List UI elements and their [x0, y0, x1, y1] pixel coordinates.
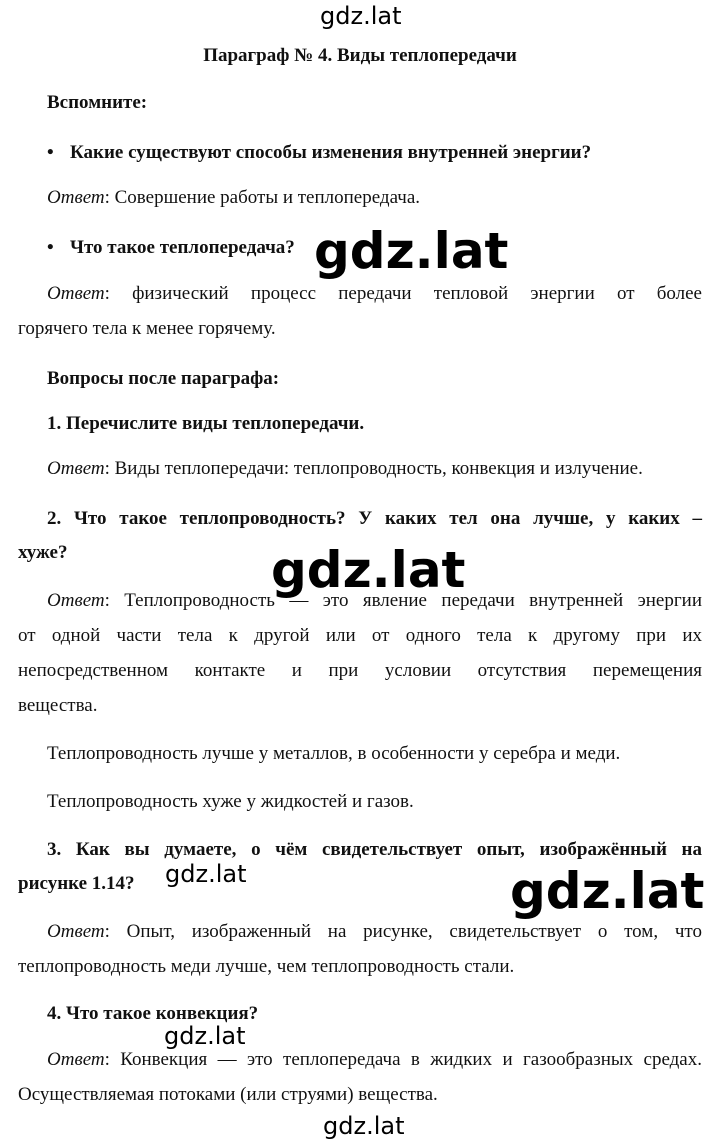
answer-label: Ответ: [47, 458, 105, 479]
answer-label: Ответ: [47, 1049, 105, 1070]
recall-answer-2-line-2: горячего тела к менее горячему.: [18, 318, 276, 339]
recall-heading: Вспомните:: [47, 92, 148, 113]
answer-2-line-3: непосредственном контакте и при условии отсутствия перемещения: [18, 660, 702, 681]
watermark-bottom: gdz.lat: [323, 1112, 405, 1140]
answer-label: Ответ: [47, 187, 105, 208]
answer-label: Ответ: [47, 283, 105, 304]
answer-text: : физический процесс передачи тепловой энергии от более: [104, 283, 702, 304]
recall-answer-2-line-1: [47, 282, 702, 306]
recall-question-2: Что такое теплопередача?: [70, 237, 295, 258]
page-title: Параграф № 4. Виды теплопередачи: [203, 45, 517, 66]
answer-label: Ответ: [47, 590, 105, 611]
question-3-line-2: рисунке 1.14?: [18, 873, 135, 894]
answer-3-line-2: теплопроводность меди лучше, чем теплопроводность стали.: [18, 956, 515, 977]
watermark-small-mid: gdz.lat: [165, 860, 247, 888]
question-2-line-2: хуже?: [18, 542, 68, 563]
answer-label: Ответ: [47, 921, 105, 942]
question-2-line-1: 2. Что такое теплопроводность? У каких тел она лучше, у каких –: [47, 508, 702, 529]
answer-2-paragraph-2: Теплопроводность лучше у металлов, в особенности у серебра и меди.: [47, 743, 621, 764]
answer-2-line-4: вещества.: [18, 695, 98, 716]
answer-2-line-2: от одной части тела к другой или от одного тела к другому при их: [18, 625, 702, 646]
answer-text: : Совершение работы и теплопередача.: [104, 187, 421, 208]
answer-2-line-1: [47, 589, 702, 613]
answer-text: : Виды теплопередачи: теплопроводность, конвекция и излучение.: [104, 458, 643, 479]
answer-text: : Опыт, изображенный на рисунке, свидетельствует о том, что: [104, 921, 702, 942]
bullet-dot: •: [47, 237, 54, 258]
answer-2-paragraph-3: Теплопроводность хуже у жидкостей и газов.: [47, 791, 414, 812]
answer-text: : Конвекция — это теплопередача в жидких и газообразных средах.: [104, 1049, 702, 1070]
recall-question-1: Какие существуют способы изменения внутренней энергии?: [70, 142, 592, 163]
watermark-big-3: gdz.lat: [510, 862, 705, 920]
recall-answer-1: [47, 186, 420, 210]
watermark-big-2: gdz.lat: [271, 541, 466, 599]
answer-4-line-2: Осуществляемая потоками (или струями) вещества.: [18, 1084, 438, 1105]
answer-1: [47, 457, 643, 481]
watermark-small-lower: gdz.lat: [164, 1022, 246, 1050]
answer-text: : Теплопроводность — это явление передачи внутренней энергии: [104, 590, 702, 611]
question-1: 1. Перечислите виды теплопередачи.: [47, 413, 365, 434]
bullet-dot: •: [47, 142, 54, 163]
questions-heading: Вопросы после параграфа:: [47, 368, 280, 389]
watermark-big-1: gdz.lat: [314, 222, 509, 280]
watermark-top: gdz.lat: [320, 2, 402, 30]
question-3-line-1: 3. Как вы думаете, о чём свидетельствует опыт, изображённый на: [47, 839, 702, 860]
question-4: 4. Что такое конвекция?: [47, 1003, 259, 1024]
answer-4-line-1: [47, 1048, 702, 1072]
answer-3-line-1: [47, 920, 702, 944]
